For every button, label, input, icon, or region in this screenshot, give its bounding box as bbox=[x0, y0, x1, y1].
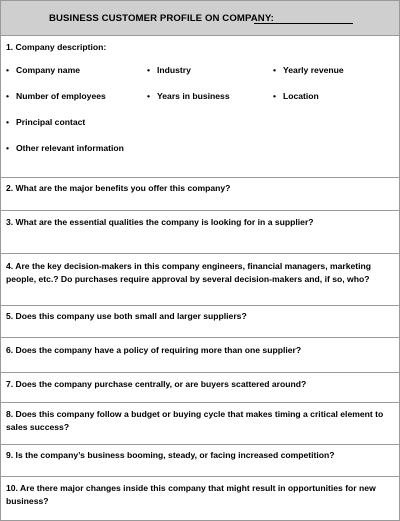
form-title: BUSINESS CUSTOMER PROFILE ON COMPANY: bbox=[49, 13, 274, 24]
question-5: 5. Does this company use both small and larger suppliers? bbox=[6, 311, 247, 321]
bullet-other-information: • Other relevant information bbox=[6, 143, 124, 153]
section-company-description bbox=[1, 36, 399, 178]
section-question-7 bbox=[1, 373, 399, 403]
bullet-icon: • bbox=[147, 65, 151, 75]
section-question-10 bbox=[1, 477, 399, 520]
form-header bbox=[1, 1, 399, 36]
bullet-icon: • bbox=[273, 65, 277, 75]
section-question-5 bbox=[1, 306, 399, 338]
section-question-9 bbox=[1, 445, 399, 477]
question-8: 8. Does this company follow a budget or buying cycle that makes timing a critical element to sales success? bbox=[6, 409, 384, 432]
question-4: 4. Are the key decision-makers in this company engineers, financial managers, marketing people, etc.? Do purchases require approval by several decision-makers and, if so, who? bbox=[6, 261, 372, 284]
bullet-icon: • bbox=[273, 91, 277, 101]
bullet-icon: • bbox=[6, 143, 10, 153]
bullet-company-name: • Company name bbox=[6, 65, 80, 75]
bullet-icon: • bbox=[6, 91, 10, 101]
question-2: 2. What are the major benefits you offer this company? bbox=[6, 183, 231, 193]
bullet-number-of-employees: • Number of employees bbox=[6, 91, 106, 101]
section-question-2 bbox=[1, 178, 399, 211]
company-name-blank[interactable] bbox=[254, 23, 353, 24]
question-9: 9. Is the company’s business booming, steady, or facing increased competition? bbox=[6, 450, 335, 460]
bullet-yearly-revenue: • Yearly revenue bbox=[273, 65, 344, 75]
section-question-6 bbox=[1, 338, 399, 373]
section-question-8 bbox=[1, 403, 399, 445]
question-7: 7. Does the company purchase centrally, or are buyers scattered around? bbox=[6, 379, 307, 389]
bullet-icon: • bbox=[147, 91, 151, 101]
bullet-years-in-business: • Years in business bbox=[147, 91, 230, 101]
bullet-location: • Location bbox=[273, 91, 319, 101]
bullet-icon: • bbox=[6, 117, 10, 127]
bullet-principal-contact: • Principal contact bbox=[6, 117, 86, 127]
bullet-industry: • Industry bbox=[147, 65, 191, 75]
section-question-4 bbox=[1, 254, 399, 306]
question-3: 3. What are the essential qualities the company is looking for in a supplier? bbox=[6, 217, 314, 227]
question-1: 1. Company description: bbox=[6, 42, 107, 52]
question-10: 10. Are there major changes inside this company that might result in opportunities for new business? bbox=[6, 483, 376, 506]
bullet-icon: • bbox=[6, 65, 10, 75]
section-question-3 bbox=[1, 211, 399, 254]
question-6: 6. Does the company have a policy of requiring more than one supplier? bbox=[6, 345, 302, 355]
